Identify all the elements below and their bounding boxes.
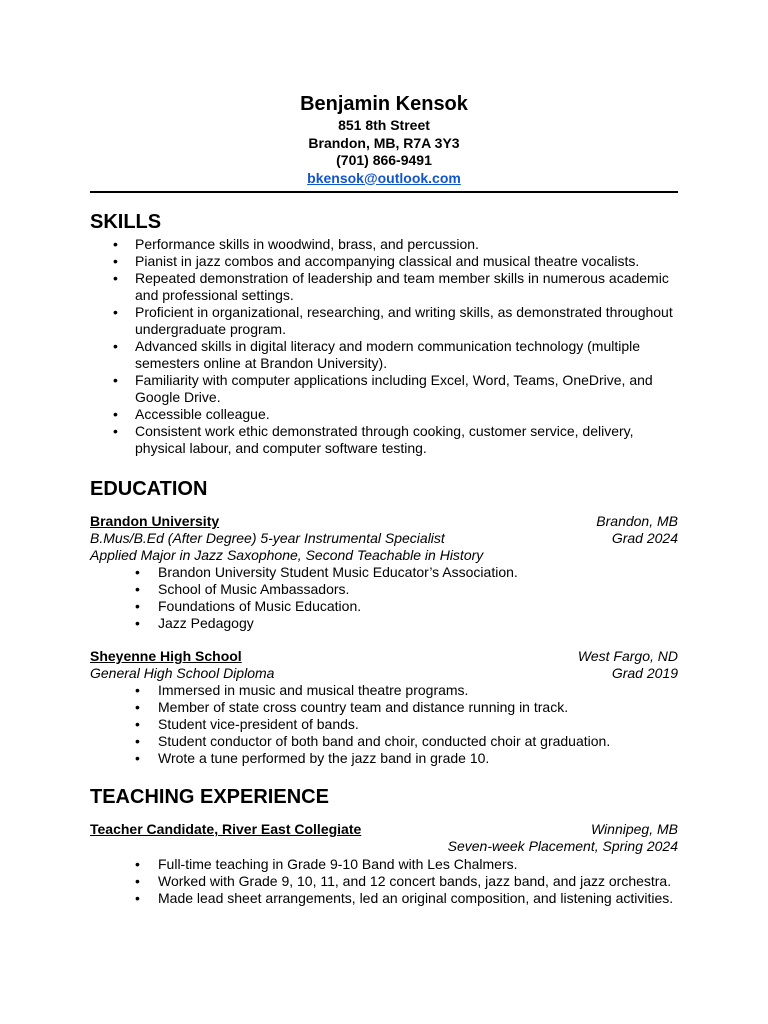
list-item: • Jazz Pedagogy <box>90 615 678 632</box>
header-divider <box>90 191 678 193</box>
institution-location: Brandon, MB <box>596 513 678 529</box>
phone-number: (701) 866-9491 <box>336 152 432 168</box>
resume-page <box>90 0 678 907</box>
list-item: • Student conductor of both band and choir, conducted choir at graduation. <box>90 733 678 750</box>
list-item: • Pianist in jazz combos and accompanying classical and musical theatre vocalists. <box>90 253 678 270</box>
list-item: • Made lead sheet arrangements, led an original composition, and listening activities. <box>90 890 678 907</box>
candidate-name: Benjamin Kensok <box>300 93 468 115</box>
position-location: Winnipeg, MB <box>590 821 678 837</box>
teaching-bullets <box>90 856 678 907</box>
list-item: • Advanced skills in digital literacy and modern communication technology (multiple semesters online at Brandon University). <box>90 338 678 372</box>
education-entry-brandon <box>90 513 678 632</box>
list-item: • Worked with Grade 9, 10, 11, and 12 concert bands, jazz band, and jazz orchestra. <box>90 873 678 890</box>
institution-name: Sheyenne High School <box>90 648 242 664</box>
skills-heading: SKILLS <box>90 211 162 233</box>
resume-header <box>90 92 678 187</box>
degree-title: General High School Diploma <box>90 665 275 681</box>
graduation-date: Grad 2019 <box>611 665 678 681</box>
list-item: • School of Music Ambassadors. <box>90 581 678 598</box>
list-item: • Student vice-president of bands. <box>90 716 678 733</box>
list-item: • Foundations of Music Education. <box>90 598 678 615</box>
list-item: • Consistent work ethic demonstrated through cooking, customer service, delivery, physical labour, and computer software testing. <box>90 423 678 457</box>
street-address: 851 8th Street <box>338 117 430 133</box>
teaching-entry <box>90 821 678 907</box>
institution-location: West Fargo, ND <box>577 648 678 664</box>
teaching-heading: TEACHING EXPERIENCE <box>90 786 329 808</box>
list-item: • Proficient in organizational, researching, and writing skills, as demonstrated throughout undergraduate program. <box>90 304 678 338</box>
education-entry-sheyenne <box>90 648 678 767</box>
list-item: • Wrote a tune performed by the jazz band in grade 10. <box>90 750 678 767</box>
list-item: • Immersed in music and musical theatre programs. <box>90 682 678 699</box>
education-bullets <box>90 564 678 632</box>
list-item: • Brandon University Student Music Educator’s Association. <box>90 564 678 581</box>
list-item: • Repeated demonstration of leadership and team member skills in numerous academic and professional settings. <box>90 270 678 304</box>
graduation-date: Grad 2024 <box>611 530 678 546</box>
education-heading: EDUCATION <box>90 478 208 500</box>
list-item: • Full-time teaching in Grade 9-10 Band with Les Chalmers. <box>90 856 678 873</box>
skills-list <box>90 236 678 457</box>
degree-major: Applied Major in Jazz Saxophone, Second Teachable in History <box>90 547 484 563</box>
education-bullets <box>90 682 678 767</box>
list-item: • Accessible colleague. <box>90 406 678 423</box>
list-item: • Performance skills in woodwind, brass, and percussion. <box>90 236 678 253</box>
degree-title: B.Mus/B.Ed (After Degree) 5-year Instrumental Specialist <box>90 530 445 546</box>
institution-name: Brandon University <box>90 513 220 529</box>
position-title: Teacher Candidate, River East Collegiate <box>90 821 362 837</box>
city-address: Brandon, MB, R7A 3Y3 <box>308 134 460 151</box>
list-item: • Familiarity with computer applications including Excel, Word, Teams, OneDrive, and Google Drive. <box>90 372 678 406</box>
email-link[interactable]: bkensok@outlook.com <box>307 169 461 186</box>
placement-dates: Seven-week Placement, Spring 2024 <box>447 838 678 854</box>
list-item: • Member of state cross country team and distance running in track. <box>90 699 678 716</box>
